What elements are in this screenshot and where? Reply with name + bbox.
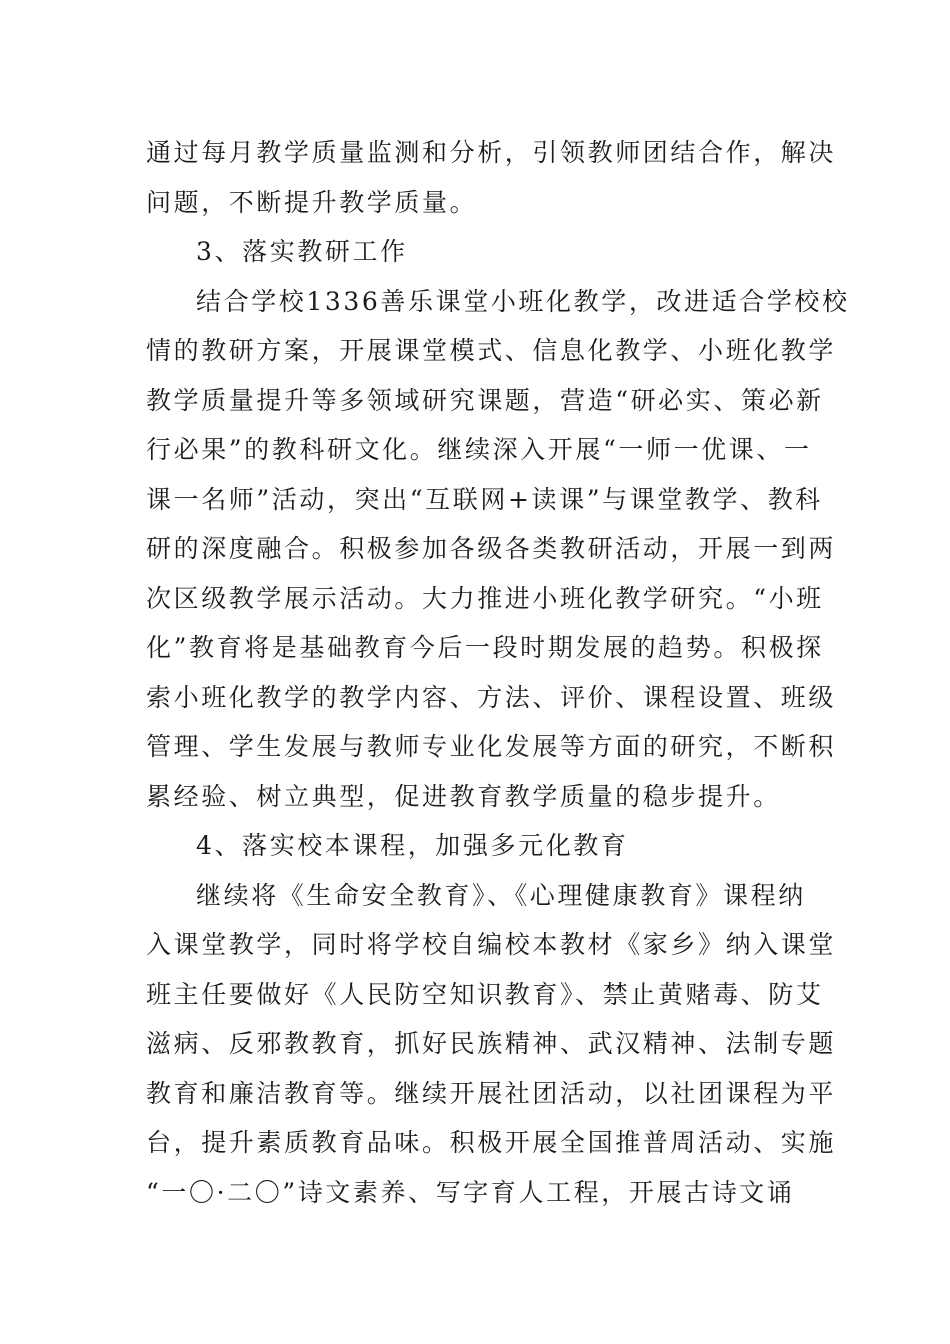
text-line: 班主任要做好《人民防空知识教育》、禁止黄赌毒、防艾 xyxy=(146,979,824,1009)
text-line: “一〇·二〇”诗文素养、写字育人工程，开展古诗文诵 xyxy=(146,1177,795,1207)
text-line: 教育和廉洁教育等。继续开展社团活动，以社团课程为平 xyxy=(146,1078,837,1108)
text-line: 情的教研方案，开展课堂模式、信息化教学、小班化教学 xyxy=(146,336,837,365)
text-line: 4、落实校本课程，加强多元化教育 xyxy=(196,831,629,860)
text-line: 问题，不断提升教学质量。 xyxy=(146,187,478,217)
body-text xyxy=(146,128,850,1217)
text-line: 结合学校1336善乐课堂小班化教学，改进适合学校校 xyxy=(196,286,850,316)
text-line: 累经验、树立典型，促进教育教学质量的稳步提升。 xyxy=(146,781,781,811)
text-line: 管理、学生发展与教师专业化发展等方面的研究，不断积 xyxy=(146,732,837,761)
text-line: 通过每月教学质量监测和分析，引领教师团结合作，解决 xyxy=(146,138,837,167)
text-line: 教学质量提升等多领域研究课题，营造“研必实、策必新 xyxy=(146,385,824,415)
text-line: 入课堂教学，同时将学校自编校本教材《家乡》纳入课堂 xyxy=(146,930,837,959)
text-line: 台，提升素质教育品味。积极开展全国推普周活动、实施 xyxy=(146,1128,837,1157)
text-line: 行必果”的教科研文化。继续深入开展“一师一优课、一 xyxy=(146,435,812,464)
text-line: 化”教育将是基础教育今后一段时期发展的趋势。积极探 xyxy=(146,633,824,662)
text-line: 次区级教学展示活动。大力推进小班化教学研究。“小班 xyxy=(146,583,824,613)
text-line: 索小班化教学的教学内容、方法、评价、课程设置、班级 xyxy=(146,682,837,712)
text-line: 继续将《生命安全教育》、《心理健康教育》课程纳 xyxy=(196,880,806,910)
text-line: 研的深度融合。积极参加各级各类教研活动，开展一到两 xyxy=(146,534,837,563)
text-line: 课一名师”活动，突出“互联网+读课”与课堂教学、教科 xyxy=(146,484,823,514)
text-line: 滋病、反邪教教育，抓好民族精神、武汉精神、法制专题 xyxy=(146,1029,837,1058)
text-line: 3、落实教研工作 xyxy=(196,237,408,266)
